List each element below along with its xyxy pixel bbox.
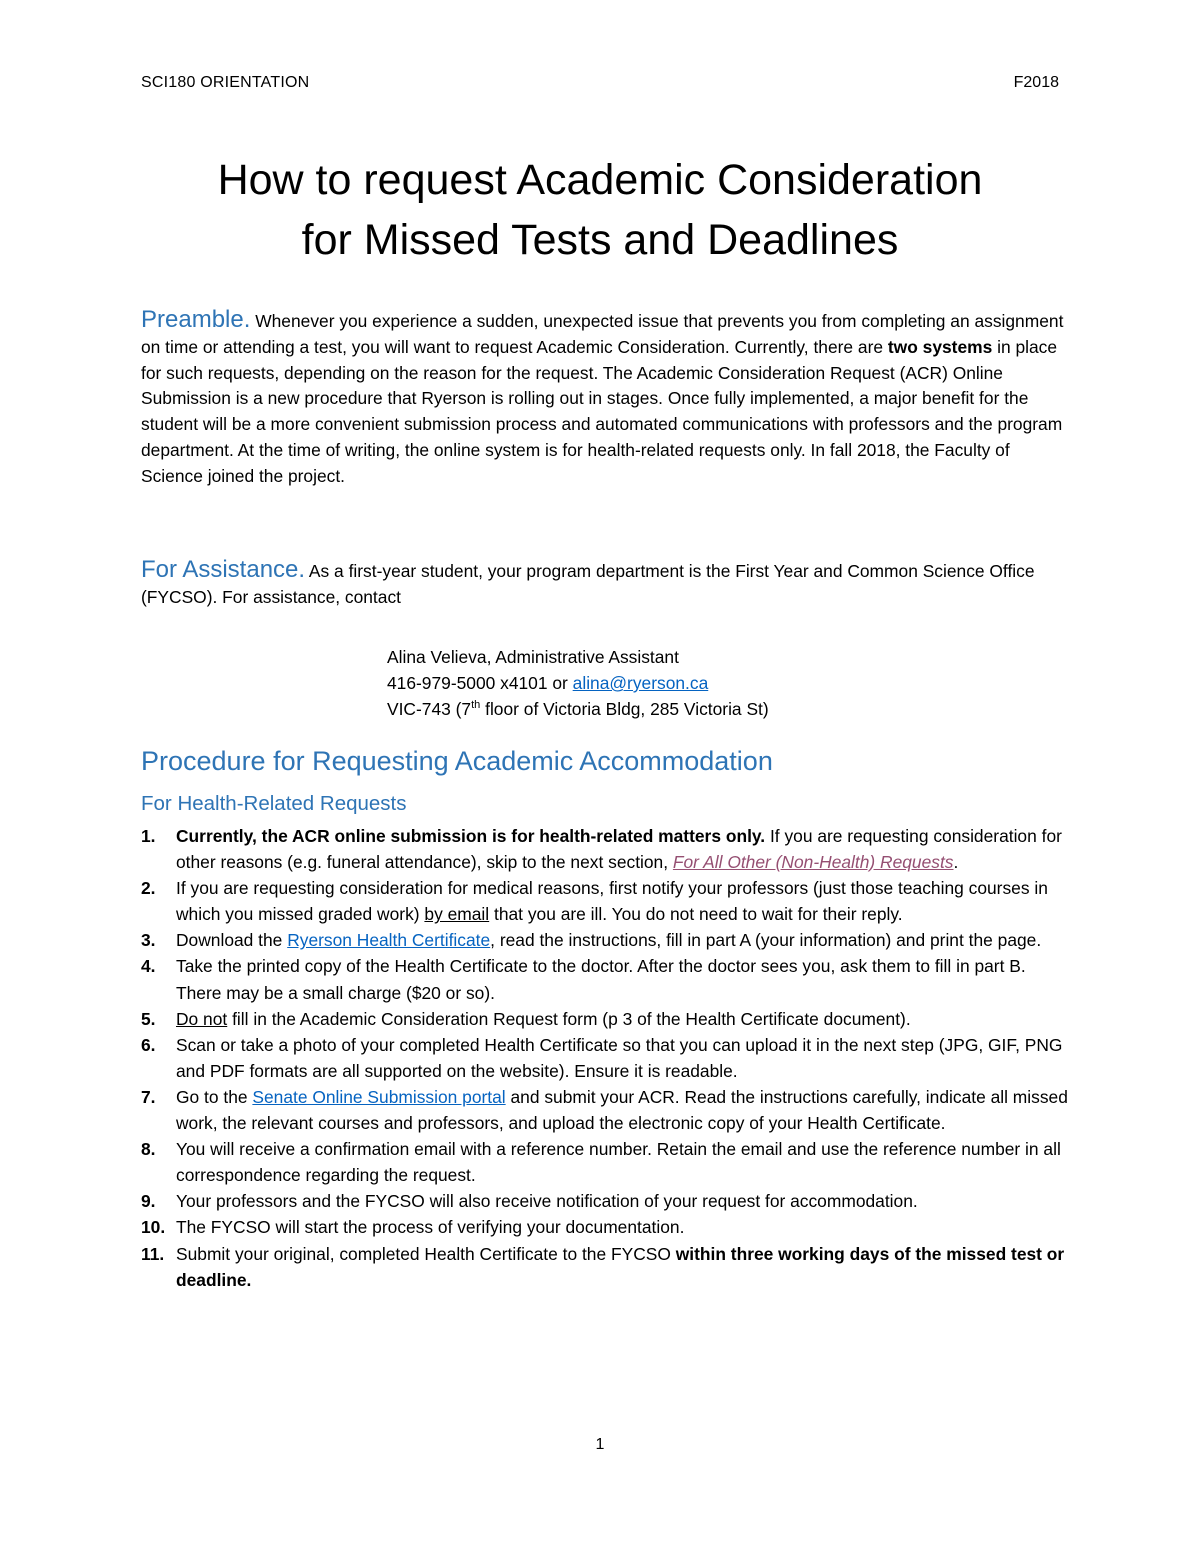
contact-phone-line (387, 670, 769, 696)
page-number: 1 (595, 1436, 605, 1453)
assistance-lead: For Assistance. (141, 556, 306, 583)
step-number: 7. (141, 1086, 156, 1107)
step-number: 11. (141, 1243, 165, 1264)
list-item (141, 1006, 1071, 1032)
room-text-post: floor of Victoria Bldg, 285 Victoria St) (480, 699, 769, 719)
procedure-subheading: For Health-Related Requests (141, 792, 407, 815)
preamble-paragraph (141, 307, 1071, 490)
step-text: fill in the Academic Consideration Request form (p 3 of the Health Certificate document). (227, 1008, 911, 1029)
title-line-2: for Missed Tests and Deadlines (301, 216, 899, 264)
running-header-course: SCI180 ORIENTATION (141, 74, 310, 91)
step-text: . (953, 852, 959, 873)
step-underlined-text: by email (424, 904, 490, 925)
list-item (141, 953, 1071, 1005)
step-text: The FYCSO will start the process of verifying your documentation. (176, 1217, 685, 1238)
title-line-1: How to request Academic Consideration (217, 156, 983, 204)
procedure-heading: Procedure for Requesting Academic Accommodation (141, 746, 773, 776)
preamble-bold: two systems (887, 336, 993, 357)
step-text: Download the (176, 930, 288, 951)
room-superscript: th (471, 699, 481, 712)
step-text: and submit your ACR. Read the instructions carefully, indicate all missed work, the relevant courses and professors, and upload the electronic copy of your Health Certificate. (176, 1086, 1068, 1134)
step-text: You will receive a confirmation email with a reference number. Retain the email and use the reference number in all correspondence regarding the request. (176, 1139, 1061, 1186)
step-text: Go to the (176, 1086, 253, 1107)
step-bold-text: Currently, the ACR online submission is for health-related matters only. (176, 826, 766, 846)
list-item (141, 1188, 1071, 1214)
assistance-text: As a first-year student, your program department is the First Year and Common Science Office (FYCSO). For assistance, contact (141, 561, 1035, 607)
step-text: Scan or take a photo of your completed Health Certificate so that you can upload it in the next step (JPG, GIF, PNG and PDF formats are all supported on the website). Ensure it is readable. (176, 1034, 1063, 1081)
contact-block (387, 644, 769, 722)
procedure-steps-list (141, 823, 1071, 1293)
assistance-paragraph (141, 557, 1071, 611)
step-number: 5. (141, 1008, 156, 1029)
step-text: Submit your original, completed Health Certificate to the FYCSO (176, 1243, 676, 1264)
preamble-text-1: Whenever you experience a sudden, unexpected issue that prevents you from completing an assignment on time or attending a test, you will want to request Academic Consideration. Currently, there are (141, 311, 1064, 357)
step-text: that you are ill. You do not need to wait for their reply. (489, 904, 903, 925)
preamble-text-2: in place for such requests, depending on the reason for the request. The Academic Consideration Request (ACR) Online Submission is a new procedure that Ryerson is rolling out in stages. Once fully implemented, a major benefit for the student will be a more convenient submission process and automated communications with professors and the program department. At the time of writing, the online system is for health-related requests only. In fall 2018, the Faculty of Science joined the project. (141, 336, 1063, 486)
step-number: 2. (141, 878, 156, 899)
health-certificate-link[interactable]: Ryerson Health Certificate (287, 930, 491, 951)
contact-phone: 416-979-5000 x4101 or (387, 673, 573, 693)
preamble-lead: Preamble. (141, 306, 251, 333)
step-number: 9. (141, 1191, 156, 1212)
contact-email-link[interactable]: alina@ryerson.ca (572, 673, 709, 693)
list-item (141, 1032, 1071, 1084)
list-item (141, 1136, 1071, 1188)
list-item (141, 1241, 1071, 1293)
step-number: 3. (141, 930, 156, 951)
list-item (141, 927, 1071, 953)
list-item (141, 1214, 1071, 1240)
step-text: If you are requesting consideration for other reasons (e.g. funeral attendance), skip to the next section, (176, 826, 1062, 873)
room-text-pre: VIC-743 (7 (387, 699, 472, 719)
step-number: 10. (141, 1217, 166, 1238)
step-underlined-text: Do not (176, 1008, 228, 1029)
step-text: Take the printed copy of the Health Certificate to the doctor. After the doctor sees you, ask them to fill in part B. There may be a small charge ($20 or so). (176, 956, 1026, 1003)
step-text: , read the instructions, fill in part A (your information) and print the page. (490, 930, 1042, 951)
list-item (141, 875, 1071, 927)
running-header-term: F2018 (1013, 74, 1059, 91)
step-text: If you are requesting consideration for medical reasons, first notify your professors (just those teaching courses in which you missed graded work) (176, 878, 1048, 925)
document-title (0, 150, 1200, 270)
contact-name: Alina Velieva, Administrative Assistant (387, 647, 679, 667)
step-bold-text: within three working days of the missed test or deadline. (176, 1243, 1065, 1290)
step-number: 1. (141, 826, 156, 846)
step-text: Your professors and the FYCSO will also receive notification of your request for accommodation. (176, 1191, 918, 1212)
list-item (141, 823, 1071, 875)
senate-portal-link[interactable]: Senate Online Submission portal (252, 1086, 506, 1107)
non-health-requests-link[interactable]: For All Other (Non-Health) Requests (672, 852, 954, 873)
list-item (141, 1084, 1071, 1136)
step-number: 6. (141, 1034, 156, 1055)
step-number: 4. (141, 956, 156, 977)
step-number: 8. (141, 1139, 156, 1160)
contact-room (387, 696, 769, 722)
